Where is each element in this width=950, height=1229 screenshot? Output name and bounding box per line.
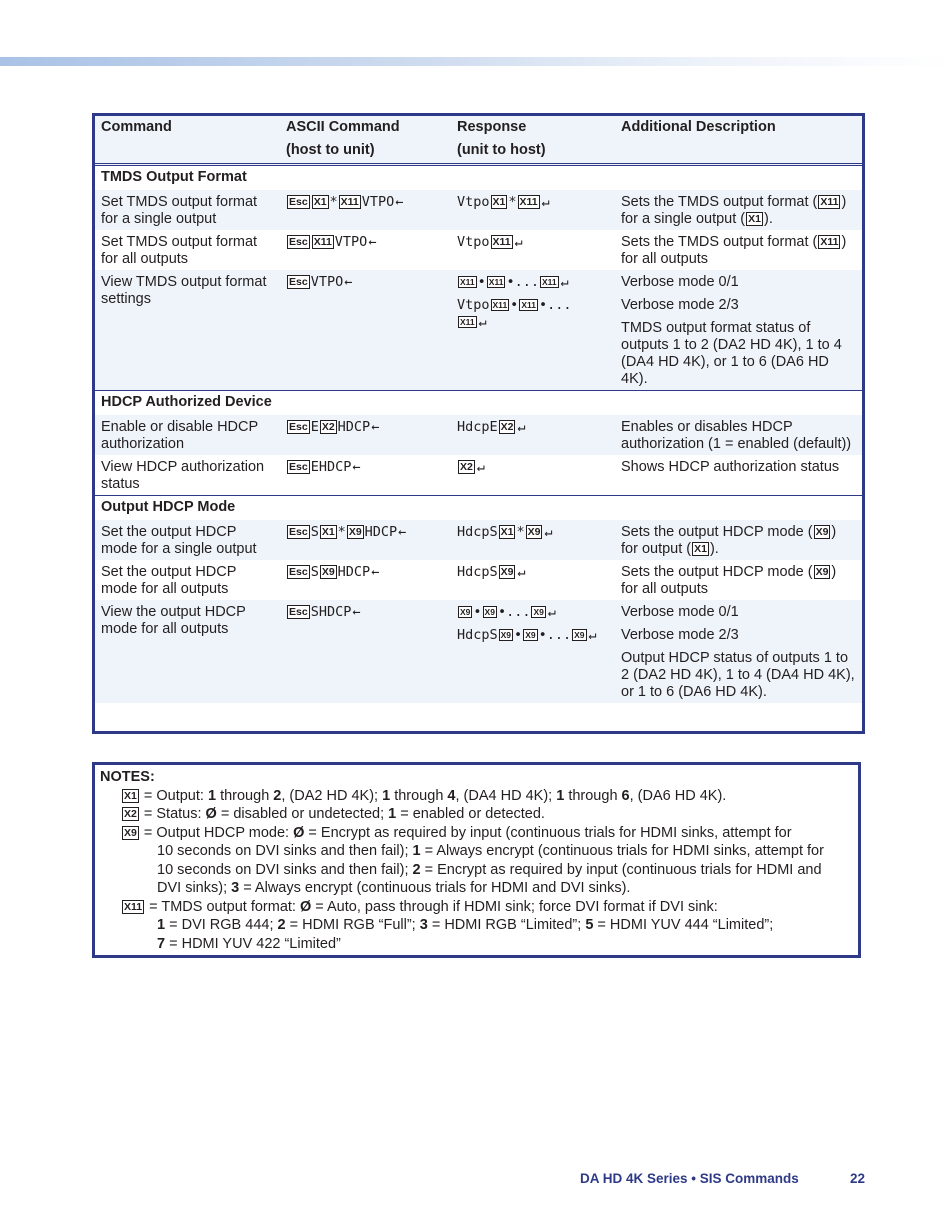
return-arrow-icon: ↵ — [478, 314, 487, 330]
x11-variable: X11 — [492, 236, 511, 248]
command-cell: Set TMDS output format for all outputs — [95, 230, 280, 270]
x1-variable: X1 — [124, 789, 137, 802]
x11-variable: X11 — [460, 317, 475, 327]
ascii-command-cell: Esc E X2 HDCP← — [280, 415, 451, 455]
section-title: HDCP Authorized Device — [95, 391, 862, 416]
esc-key: Esc — [289, 196, 308, 208]
x1-variable: X1 — [492, 196, 506, 208]
header-ascii: ASCII Command — [280, 116, 451, 140]
description-cell: Sets the output HDCP mode ( X9 ) for output ( X1 ). — [615, 520, 862, 560]
left-arrow-icon: ← — [395, 194, 404, 210]
note-x11: X11 = TMDS output format: Ø = Auto, pass through if HDMI sink; force DVI format if DVI sink: — [124, 898, 718, 915]
command-cell: Set the output HDCP mode for a single output — [95, 520, 280, 560]
x1-variable: X1 — [313, 196, 327, 208]
x11-variable: X11 — [521, 300, 536, 310]
x11-variable: X11 — [820, 236, 839, 248]
section-tmds-output-format — [95, 165, 862, 191]
left-arrow-icon: ← — [371, 564, 380, 580]
ascii-command-cell: Esc EHDCP← — [280, 455, 451, 496]
section-title: TMDS Output Format — [95, 165, 862, 191]
description-cell: Enables or disables HDCP authorization (1 = enabled (default)) — [615, 415, 862, 455]
x9-variable: X9 — [500, 630, 512, 640]
table-row — [95, 190, 862, 230]
x11-variable: X11 — [340, 196, 359, 208]
response-cell: HdcpE X2 ↵ — [451, 415, 615, 455]
ascii-command-cell: Esc X11 VTPO← — [280, 230, 451, 270]
note-x9-line2: 10 seconds on DVI sinks and then fail); 1 = Always encrypt (continuous trials for HDMI sinks, attempt for — [157, 843, 824, 859]
section-output-hdcp-mode — [95, 496, 862, 521]
esc-key: Esc — [289, 276, 308, 288]
x9-variable: X9 — [124, 826, 137, 839]
description-cell: Verbose mode 0/1 Verbose mode 2/3 Output HDCP status of outputs 1 to 2 (DA2 HD 4K), 1 to 4 (DA4 HD 4K), or 1 to 6 (DA6 HD 4K). — [615, 600, 862, 703]
x11-variable: X11 — [313, 236, 332, 248]
note-x1: X1 = Output: 1 through 2, (DA2 HD 4K); 1 through 4, (DA4 HD 4K); 1 through 6, (DA6 HD 4K). — [124, 787, 727, 804]
ascii-command-cell: Esc SHDCP← — [280, 600, 451, 703]
table-row — [95, 270, 862, 391]
x9-variable: X9 — [500, 566, 514, 578]
esc-key: Esc — [289, 461, 308, 473]
x1-variable: X1 — [500, 526, 514, 538]
note-x11-line3: 7 = HDMI YUV 422 “Limited” — [157, 935, 341, 952]
response-cell: X11 • X11 •... X11 ↵ Vtpo X11 • X11 •... X11 ↵ — [451, 270, 615, 391]
x9-variable: X9 — [348, 526, 362, 538]
x2-variable: X2 — [321, 421, 335, 433]
x2-variable: X2 — [460, 461, 473, 473]
ascii-command-cell: Esc S X1 * X9 HDCP← — [280, 520, 451, 560]
note-x9-line3: 10 seconds on DVI sinks and then fail); 2 = Encrypt as required by input (continuous trials for HDMI and — [157, 861, 822, 878]
section-title: Output HDCP Mode — [95, 496, 862, 521]
header-description: Additional Description — [615, 116, 862, 140]
footer-title: DA HD 4K Series • SIS Commands — [580, 1171, 799, 1186]
esc-key: Esc — [289, 566, 308, 578]
command-cell: View the output HDCP mode for all outputs — [95, 600, 280, 703]
x9-variable: X9 — [533, 607, 544, 617]
command-cell: Set TMDS output format for a single output — [95, 190, 280, 230]
x9-variable: X9 — [460, 607, 471, 617]
table-row — [95, 560, 862, 600]
command-cell: View TMDS output format settings — [95, 270, 280, 391]
x2-variable: X2 — [124, 808, 137, 820]
note-x9-line4: DVI sinks); 3 = Always encrypt (continuous trials for HDMI and DVI sinks). — [157, 880, 631, 896]
table-row — [95, 415, 862, 455]
x9-variable: X9 — [484, 607, 495, 617]
return-arrow-icon: ↵ — [476, 459, 485, 475]
description-cell: Shows HDCP authorization status — [615, 455, 862, 496]
x2-variable: X2 — [500, 421, 514, 433]
table-row — [95, 520, 862, 560]
ascii-command-cell: Esc S X9 HDCP← — [280, 560, 451, 600]
header-gradient-bar — [0, 57, 950, 66]
x11-variable: X11 — [820, 196, 839, 208]
x11-variable: X11 — [541, 277, 557, 287]
return-arrow-icon: ↵ — [544, 524, 553, 540]
table-row — [95, 230, 862, 270]
esc-key: Esc — [289, 606, 308, 618]
esc-key: Esc — [289, 421, 308, 433]
left-arrow-icon: ← — [344, 274, 353, 290]
esc-key: Esc — [289, 236, 308, 248]
response-cell — [451, 455, 615, 496]
description-cell: Sets the TMDS output format ( X11 ) for a single output ( X1 ). — [615, 190, 862, 230]
command-cell: View HDCP authorization status — [95, 455, 280, 496]
header-response-sub: (unit to host) — [451, 140, 615, 165]
return-arrow-icon: ↵ — [560, 274, 569, 290]
page-number: 22 — [850, 1171, 866, 1186]
x9-variable: X9 — [527, 526, 541, 538]
return-arrow-icon: ↵ — [514, 234, 523, 250]
left-arrow-icon: ← — [352, 604, 361, 620]
return-arrow-icon: ↵ — [541, 194, 550, 210]
left-arrow-icon: ← — [371, 419, 380, 435]
header-ascii-sub: (host to unit) — [280, 140, 451, 165]
response-cell: Vtpo X11 ↵ — [451, 230, 615, 270]
ascii-command-cell: Esc VTPO← — [280, 270, 451, 391]
x9-variable: X9 — [525, 630, 536, 640]
note-x11-line2: 1 = DVI RGB 444; 2 = HDMI RGB “Full”; 3 = HDMI RGB “Limited”; 5 = HDMI YUV 444 “Limited”; — [157, 917, 774, 933]
table-row — [95, 455, 862, 496]
response-cell: HdcpS X1 * X9 ↵ — [451, 520, 615, 560]
x1-variable: X1 — [694, 543, 707, 555]
section-hdcp-authorized-device — [95, 391, 862, 416]
x11-variable: X11 — [124, 900, 143, 913]
response-cell: Vtpo X1 * X11 ↵ — [451, 190, 615, 230]
header-response: Response — [451, 116, 615, 140]
command-cell: Set the output HDCP mode for all outputs — [95, 560, 280, 600]
note-x9: X9 = Output HDCP mode: Ø = Encrypt as required by input (continuous trials for HDMI sinks, attempt for — [124, 824, 792, 841]
ascii-command-cell: Esc X1 * X11 VTPO← — [280, 190, 451, 230]
note-x2: X2 = Status: Ø = disabled or undetected; 1 = enabled or detected. — [124, 806, 545, 822]
table-header-row — [95, 116, 862, 140]
description-cell: Sets the output HDCP mode ( X9 ) for all outputs — [615, 560, 862, 600]
x1-variable: X1 — [748, 213, 761, 225]
return-arrow-icon: ↵ — [517, 564, 526, 580]
notes-title: NOTES: — [100, 769, 155, 785]
response-cell: HdcpS X9 ↵ — [451, 560, 615, 600]
x11-variable: X11 — [492, 300, 508, 310]
x11-variable: X11 — [488, 277, 504, 287]
notes-box — [92, 762, 861, 958]
table-subheader-row — [95, 140, 862, 165]
x11-variable: X11 — [460, 277, 475, 287]
x9-variable: X9 — [815, 526, 829, 538]
command-cell: Enable or disable HDCP authorization — [95, 415, 280, 455]
left-arrow-icon: ← — [398, 524, 407, 540]
sis-command-table — [92, 113, 865, 734]
header-command: Command — [95, 116, 280, 140]
x1-variable: X1 — [321, 526, 335, 538]
response-cell: X9 • X9 •... X9 ↵ HdcpS X9 • X9 •... X9 ↵ — [451, 600, 615, 703]
esc-key: Esc — [289, 526, 308, 538]
return-arrow-icon: ↵ — [547, 604, 557, 620]
x11-variable: X11 — [519, 196, 538, 208]
x9-variable: X9 — [815, 566, 829, 578]
return-arrow-icon: ↵ — [517, 419, 526, 435]
table-row — [95, 600, 862, 703]
x9-variable: X9 — [321, 566, 335, 578]
return-arrow-icon: ↵ — [588, 627, 597, 643]
x9-variable: X9 — [574, 630, 585, 640]
left-arrow-icon: ← — [368, 234, 377, 250]
description-cell: Sets the TMDS output format ( X11 ) for all outputs — [615, 230, 862, 270]
left-arrow-icon: ← — [352, 459, 361, 475]
description-cell: Verbose mode 0/1 Verbose mode 2/3 TMDS output format status of outputs 1 to 2 (DA2 HD 4K), 1 to 4 (DA4 HD 4K), or 1 to 6 (DA6 HD 4K). — [615, 270, 862, 391]
